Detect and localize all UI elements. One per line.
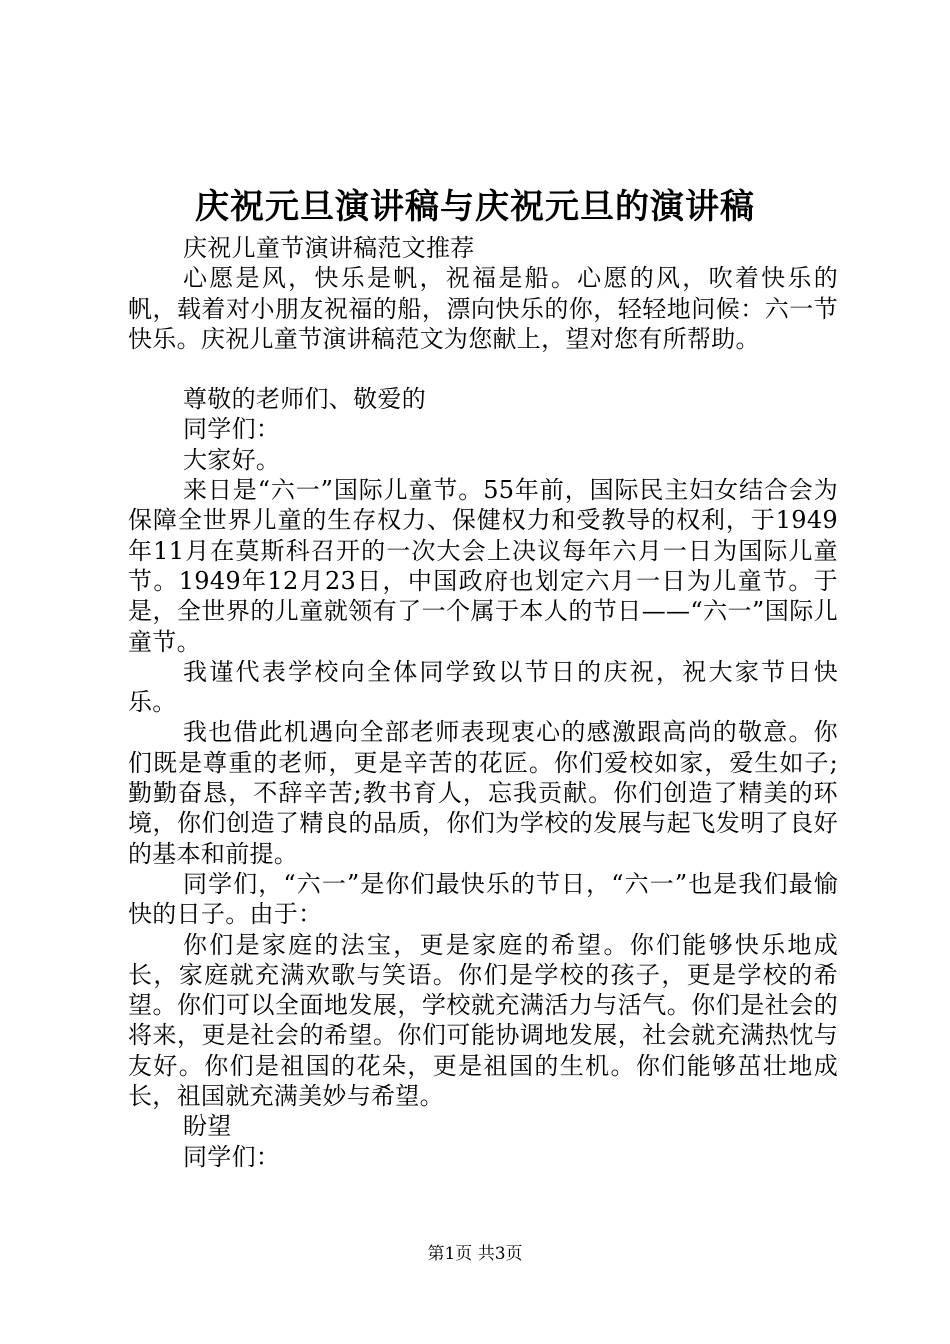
paragraph-greeting: 大家好。	[183, 445, 281, 474]
paragraph-subtitle: 庆祝儿童节演讲稿范文推荐	[183, 234, 475, 262]
document-body	[128, 233, 838, 1172]
paragraph-students-closing: 同学们：	[183, 1142, 281, 1171]
paragraph-festival: 同学们，“六一”是你们最快乐的节日，“六一”也是我们最愉快的日子。由于：	[128, 869, 838, 929]
page-footer: 第1页 共3页	[427, 1244, 523, 1264]
paragraph-congratulation: 我谨代表学校向全体同学致以节日的庆祝，祝大家节日快乐。	[128, 657, 838, 717]
paragraph-salutation-students: 同学们：	[183, 415, 281, 444]
paragraph-history: 来日是“六一”国际儿童节。55年前，国际民主妇女结合会为保障全世界儿童的生存权力、保健权力和受教导的权利，于1949年11月在莫斯科召开的一次大会上决议每年六月一日为国际儿童节。1949年12月23日，中国政府也划定六月一日为儿童节。于是，全世界的儿童就领有了一个属于本人的节日——“六一”国际儿童节。	[128, 476, 838, 656]
paragraph-intro: 心愿是风，快乐是帆，祝福是船。心愿的风，吹着快乐的帆，载着对小朋友祝福的船，漂向快乐的你，轻轻地问候：六一节快乐。庆祝儿童节演讲稿范文为您献上，望对您有所帮助。	[128, 264, 838, 353]
paragraph-wish: 盼望	[183, 1112, 232, 1141]
document-title: 庆祝元旦演讲稿与庆祝元旦的演讲稿	[195, 187, 755, 227]
paragraph-hope: 你们是家庭的法宝，更是家庭的希望。你们能够快乐地成长，家庭就充满欢歌与笑语。你们是学校的孩子，更是学校的希望。你们可以全面地发展，学校就充满活力与活气。你们是社会的将来，更是社会的希望。你们可能协调地发展，社会就充满热忱与友好。你们是祖国的花朵，更是祖国的生机。你们能够茁壮地成长，祖国就充满美妙与希望。	[128, 930, 838, 1111]
paragraph-thanks-teachers: 我也借此机遇向全部老师表现衷心的感激跟高尚的敬意。你们既是尊重的老师，更是辛苦的花匠。你们爱校如家，爱生如子;勤勤奋恳，不辞辛苦;教书育人，忘我贡献。你们创造了精美的环境，你们创造了精良的品质，你们为学校的发展与起飞发明了良好的基本和前提。	[128, 718, 838, 868]
paragraph-salutation: 尊敬的老师们、敬爱的	[183, 385, 426, 414]
